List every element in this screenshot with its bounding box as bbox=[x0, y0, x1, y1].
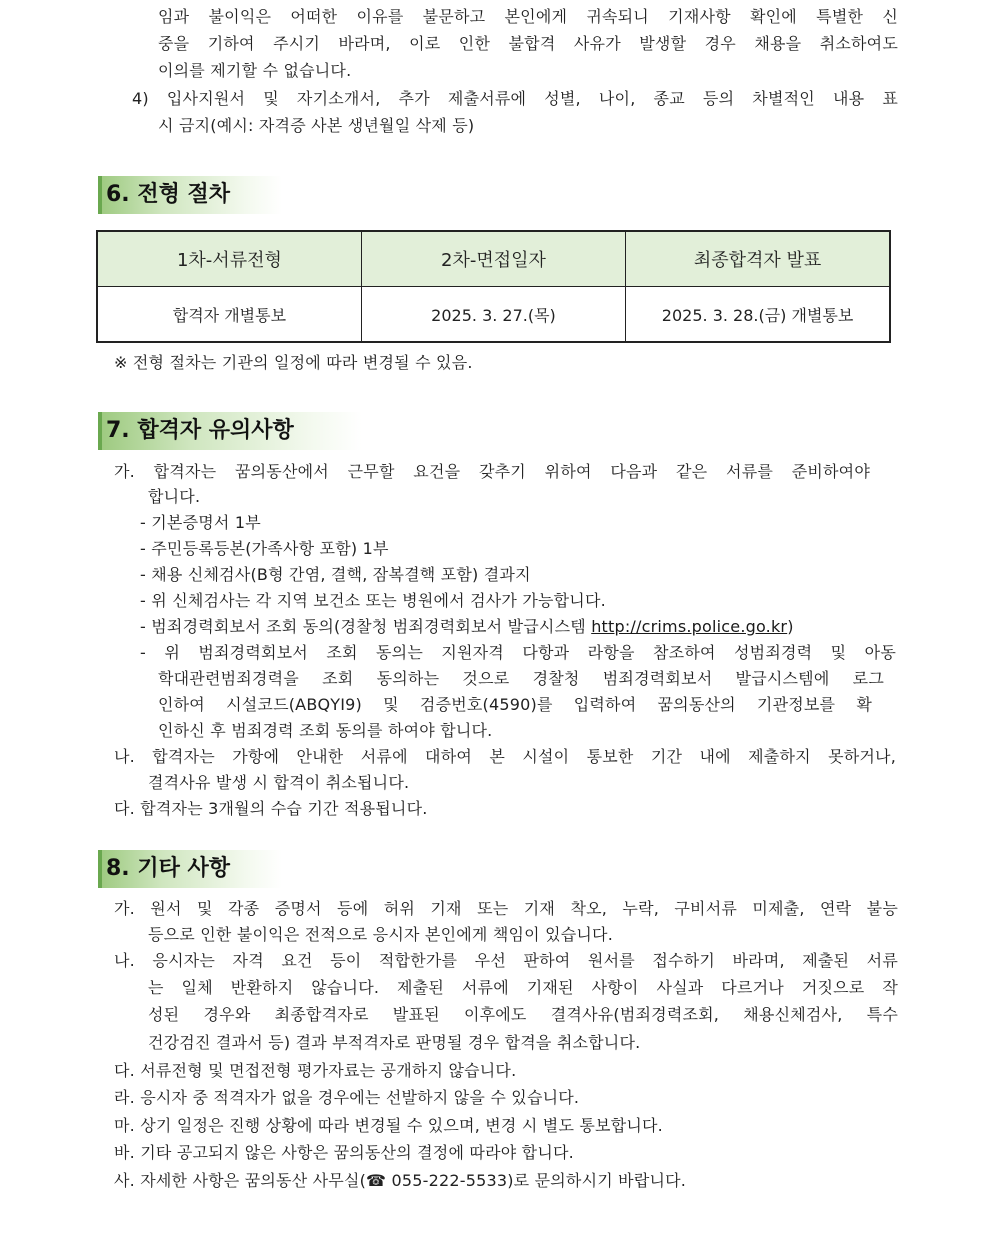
sec5-item-4-cont: 시 금지(예시: 자격증 사본 생년월일 삭제 등) bbox=[158, 116, 475, 135]
sec8-item-ga: 가. 원서 및 각종 증명서 등에 허위 기재 또는 기재 착오, 누락, 구비서류 미제출, 연락 불능 bbox=[114, 899, 898, 918]
sec5-line-2: 중을 기하여 주시기 바라며, 이로 인한 불합격 사유가 발생할 경우 채용을 취소하여도 bbox=[158, 34, 898, 53]
sec8-item-sa: 사. 자세한 사항은 꿈의동산 사무실(☎ 055-222-5533)로 문의하시기 바랍니다. bbox=[114, 1171, 687, 1190]
sec8-item-na: 나. 응시자는 자격 요건 등이 적합한가를 우선 판하여 원서를 접수하기 바라며, 제출된 서류 bbox=[114, 951, 898, 970]
sec8-item-ba: 바. 기타 공고되지 않은 사항은 꿈의동산의 결정에 따라야 합니다. bbox=[114, 1143, 574, 1162]
required-doc-4: - 위 신체검사는 각 지역 보건소 또는 병원에서 검사가 가능합니다. bbox=[140, 591, 606, 610]
header-stage-2: 2차-면접일자 bbox=[361, 231, 625, 287]
sec8-item-ma: 마. 상기 일정은 진행 상황에 따라 변경될 수 있으며, 변경 시 별도 통보합니다. bbox=[114, 1116, 663, 1135]
required-doc-1: - 기본증명서 1부 bbox=[140, 513, 261, 532]
required-doc-6-cont-2: 인하여 시설코드(ABQYI9) 및 검증번호(4590)를 입력하여 꿈의동산의 기관정보를 확 bbox=[158, 695, 872, 714]
section-6-title: 6. 전형 절차 bbox=[106, 182, 230, 207]
required-doc-5-text: - 범죄경력회보서 조회 동의(경찰청 범죄경력회보서 발급시스템 bbox=[140, 617, 592, 636]
required-doc-5 bbox=[140, 614, 794, 640]
crims-link[interactable]: http://crims.police.go.kr bbox=[591, 617, 788, 636]
table-header-row bbox=[97, 231, 890, 287]
sec7-item-da: 다. 합격자는 3개월의 수습 기간 적용됩니다. bbox=[114, 799, 428, 818]
sec7-item-na: 나. 합격자는 가항에 안내한 서류에 대하여 본 시설이 통보한 기간 내에 제출하지 못하거나, bbox=[114, 747, 896, 766]
cell-stage-1: 합격자 개별통보 bbox=[97, 287, 361, 343]
cell-stage-3: 2025. 3. 28.(금) 개별통보 bbox=[626, 287, 890, 343]
section-6-heading bbox=[98, 176, 282, 214]
sec7-item-na-cont: 결격사유 발생 시 합격이 취소됩니다. bbox=[148, 773, 410, 792]
cell-stage-2: 2025. 3. 27.(목) bbox=[361, 287, 625, 343]
section-8-title: 8. 기타 사항 bbox=[106, 856, 230, 881]
section-7-heading bbox=[98, 412, 362, 450]
sec8-item-na-cont-2: 성된 경우와 최종합격자로 발표된 이후에도 결격사유(범죄경력조회, 채용신체검사, 특수 bbox=[148, 1005, 898, 1024]
required-doc-6-cont-1: 학대관련범죄경력을 조회 동의하는 것으로 경찰청 범죄경력회보서 발급시스템에 로그 bbox=[158, 669, 884, 688]
heading-accent-bar bbox=[98, 412, 102, 450]
sec7-item-ga-cont: 합니다. bbox=[148, 487, 201, 506]
sec8-item-da: 다. 서류전형 및 면접전형 평가자료는 공개하지 않습니다. bbox=[114, 1061, 517, 1080]
table-row bbox=[97, 287, 890, 343]
header-stage-1: 1차-서류전형 bbox=[97, 231, 361, 287]
required-doc-5-close: ) bbox=[787, 617, 794, 636]
sec7-item-ga: 가. 합격자는 꿈의동산에서 근무할 요건을 갖추기 위하여 다음과 같은 서류를 준비하여야 bbox=[114, 462, 870, 481]
heading-accent-bar bbox=[98, 850, 102, 888]
sec5-line-3: 이의를 제기할 수 없습니다. bbox=[158, 61, 352, 80]
sec8-item-na-cont-3: 건강검진 결과서 등) 결과 부적격자로 판명될 경우 합격을 취소합니다. bbox=[148, 1033, 641, 1052]
required-doc-3: - 채용 신체검사(B형 간염, 결핵, 잠복결핵 포함) 결과지 bbox=[140, 565, 531, 584]
required-doc-6: - 위 범죄경력회보서 조회 동의는 지원자격 다항과 라항을 참조하여 성범죄경력 및 아동 bbox=[140, 643, 896, 662]
sec5-line-1: 임과 불이익은 어떠한 이유를 불문하고 본인에게 귀속되니 기재사항 확인에 특별한 신 bbox=[158, 7, 898, 26]
schedule-table bbox=[96, 230, 891, 343]
schedule-note: ※ 전형 절차는 기관의 일정에 따라 변경될 수 있음. bbox=[114, 353, 473, 372]
sec8-item-na-cont-1: 는 일체 반환하지 않습니다. 제출된 서류에 기재된 사항이 사실과 다르거나 거짓으로 작 bbox=[148, 978, 898, 997]
sec8-item-ra: 라. 응시자 중 적격자가 없을 경우에는 선발하지 않을 수 있습니다. bbox=[114, 1088, 580, 1107]
sec5-item-4: 4) 입사지원서 및 자기소개서, 추가 제출서류에 성별, 나이, 종교 등의 차별적인 내용 표 bbox=[132, 89, 898, 108]
required-doc-2: - 주민등록등본(가족사항 포함) 1부 bbox=[140, 539, 389, 558]
header-stage-3: 최종합격자 발표 bbox=[626, 231, 890, 287]
sec8-item-ga-cont: 등으로 인한 불이익은 전적으로 응시자 본인에게 책임이 있습니다. bbox=[148, 925, 614, 944]
heading-accent-bar bbox=[98, 176, 102, 214]
section-7-title: 7. 합격자 유의사항 bbox=[106, 418, 294, 443]
required-doc-6-cont-3: 인하신 후 범죄경력 조회 동의를 하여야 합니다. bbox=[158, 721, 493, 740]
section-8-heading bbox=[98, 850, 282, 888]
